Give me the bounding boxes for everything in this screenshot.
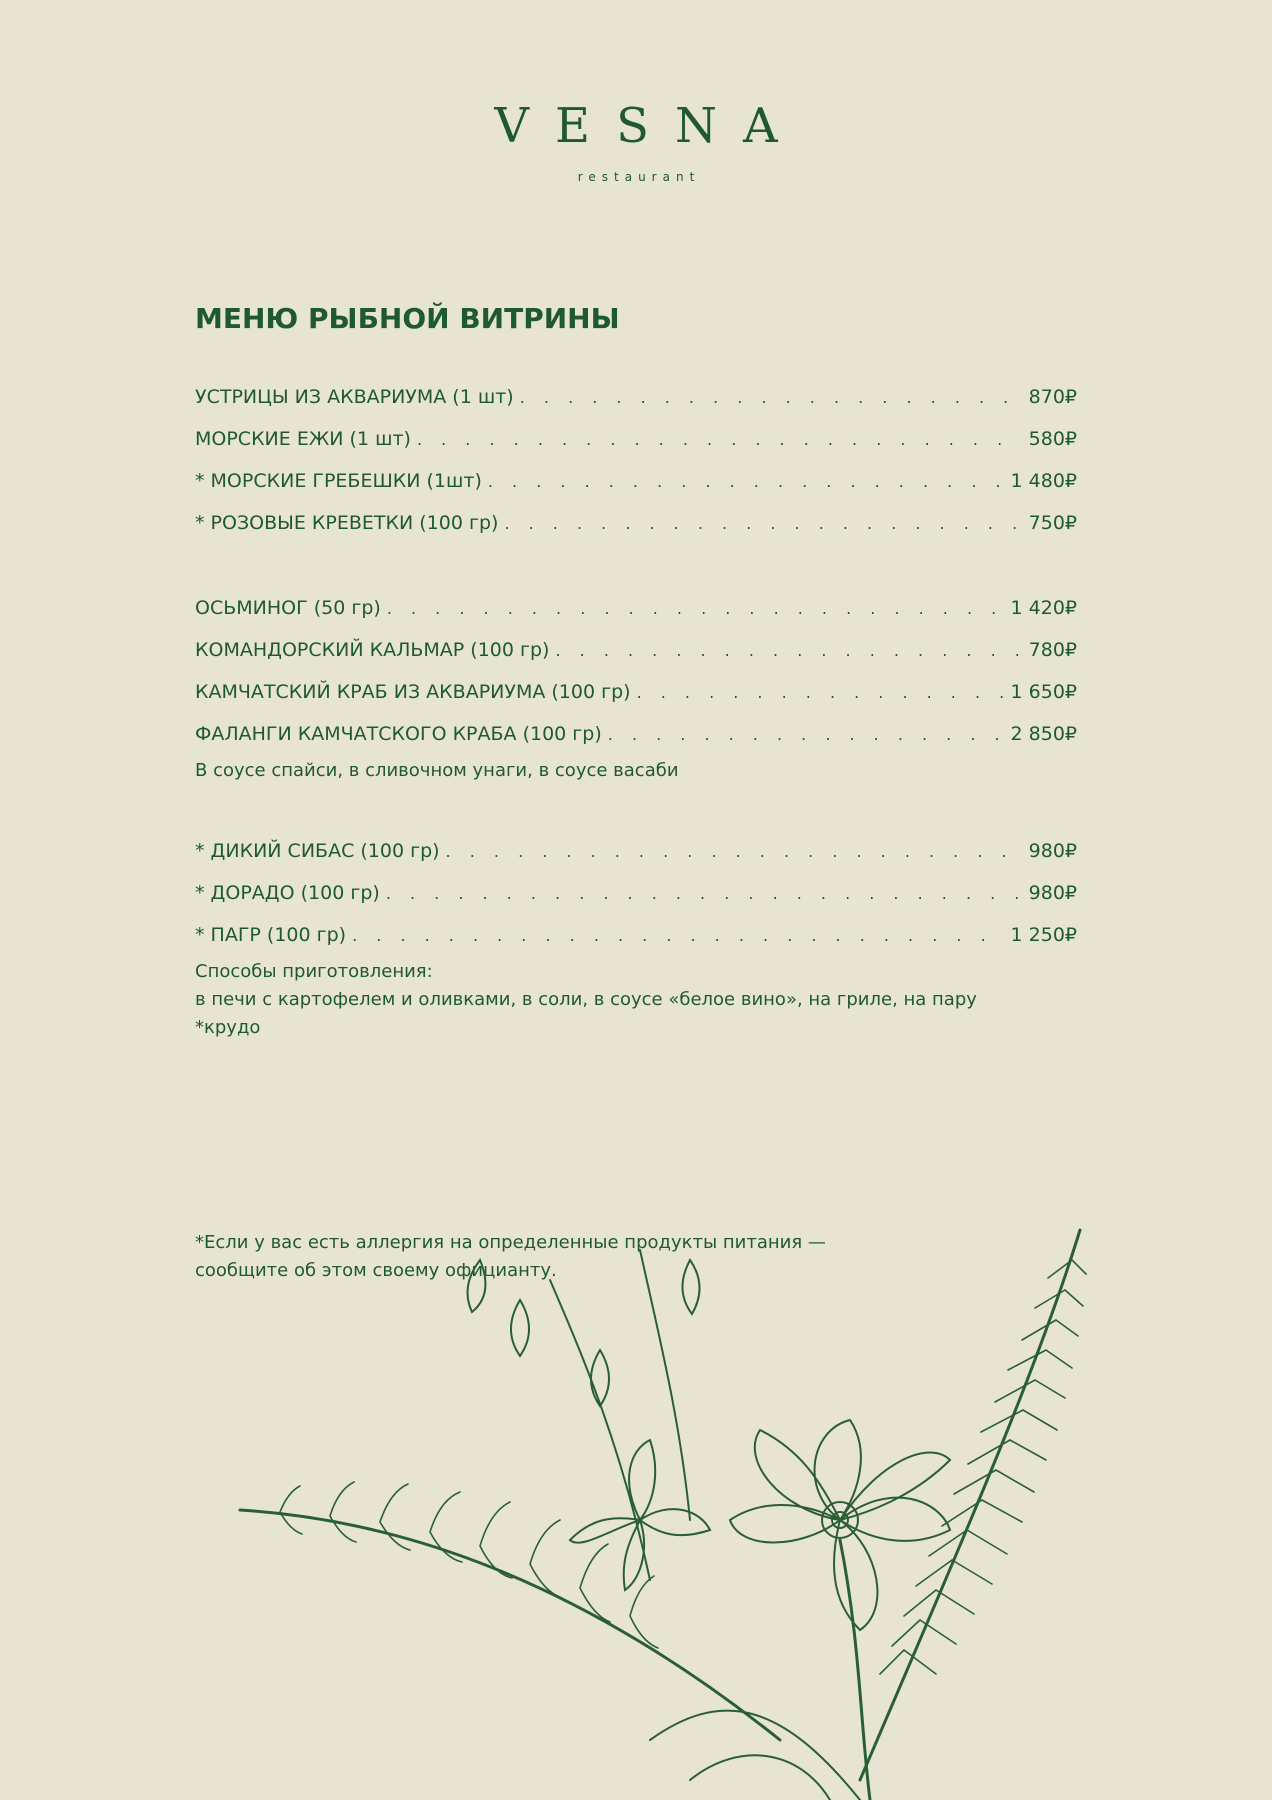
dot-leader xyxy=(386,884,1023,903)
dot-leader xyxy=(387,599,1005,618)
item-price: 1 650₽ xyxy=(1010,681,1077,703)
restaurant-logo xyxy=(0,96,1272,184)
menu-item xyxy=(195,882,1077,924)
dot-leader xyxy=(488,472,1005,491)
item-name: ОСЬМИНОГ (50 гр) xyxy=(195,597,381,619)
footnote-line: *Если у вас есть аллергия на определенные продукты питания — xyxy=(195,1232,826,1253)
item-price: 980₽ xyxy=(1028,882,1077,904)
dot-leader xyxy=(417,430,1023,449)
item-name: УСТРИЦЫ ИЗ АКВАРИУМА (1 шт) xyxy=(195,386,514,408)
dot-leader xyxy=(520,388,1023,407)
menu-item xyxy=(195,512,1077,554)
fern-leaflets-left xyxy=(280,1482,658,1648)
item-name: * ДОРАДО (100 гр) xyxy=(195,882,380,904)
dot-leader xyxy=(608,725,1005,744)
menu-item xyxy=(195,681,1077,723)
item-price: 1 420₽ xyxy=(1010,597,1077,619)
cooking-methods-heading: Способы приготовления: xyxy=(195,961,433,982)
menu-item xyxy=(195,597,1077,639)
item-name: ФАЛАНГИ КАМЧАТСКОГО КРАБА (100 гр) xyxy=(195,723,602,745)
menu-title: МЕНЮ РЫБНОЙ ВИТРИНЫ xyxy=(195,302,620,335)
item-price: 1 250₽ xyxy=(1010,924,1077,946)
botanical-illustration xyxy=(220,1220,1120,1800)
item-name: * ДИКИЙ СИБАС (100 гр) xyxy=(195,840,440,862)
fern-stem-right xyxy=(860,1230,1080,1780)
menu-item xyxy=(195,470,1077,512)
item-name: * МОРСКИЕ ГРЕБЕШКИ (1шт) xyxy=(195,470,482,492)
item-price: 580₽ xyxy=(1028,428,1077,450)
logo-wordmark: VESNA xyxy=(494,98,804,154)
cooking-methods-list: в печи с картофелем и оливками, в соли, в соусе «белое вино», на гриле, на пару xyxy=(195,989,977,1010)
item-price: 870₽ xyxy=(1028,386,1077,408)
menu-item xyxy=(195,386,1077,428)
snowdrop-flower xyxy=(511,1300,529,1356)
item-price: 750₽ xyxy=(1028,512,1077,534)
item-price: 780₽ xyxy=(1028,639,1077,661)
item-name: МОРСКИЕ ЕЖИ (1 шт) xyxy=(195,428,411,450)
crudo-note: *крудо xyxy=(195,1017,261,1038)
menu-item xyxy=(195,428,1077,470)
snowdrop-flower xyxy=(682,1260,699,1314)
item-name: * РОЗОВЫЕ КРЕВЕТКИ (100 гр) xyxy=(195,512,499,534)
menu-item xyxy=(195,840,1077,882)
snowdrop-flower xyxy=(468,1260,486,1312)
fern-stem-left xyxy=(240,1510,780,1740)
daffodil-flower xyxy=(730,1420,950,1630)
footnote-line: сообщите об этом своему официанту. xyxy=(195,1260,557,1281)
dot-leader xyxy=(555,641,1022,660)
snowdrop-flower xyxy=(591,1350,609,1406)
dot-leader xyxy=(446,842,1023,861)
item-name: * ПАГР (100 гр) xyxy=(195,924,347,946)
item-price: 980₽ xyxy=(1028,840,1077,862)
fern-leaflets-right xyxy=(880,1260,1086,1674)
item-price: 1 480₽ xyxy=(1010,470,1077,492)
menu-group-fish xyxy=(195,840,1077,1042)
item-name: КОМАНДОРСКИЙ КАЛЬМАР (100 гр) xyxy=(195,639,550,661)
item-name: КАМЧАТСКИЙ КРАБ ИЗ АКВАРИУМА (100 гр) xyxy=(195,681,631,703)
item-price: 2 850₽ xyxy=(1010,723,1077,745)
snowdrop-stem xyxy=(550,1280,650,1580)
dot-leader xyxy=(352,926,1004,945)
menu-item xyxy=(195,639,1077,681)
cooking-methods-note xyxy=(195,958,1077,1042)
sauce-note: В соусе спайси, в сливочном унаги, в соусе васаби xyxy=(195,760,679,781)
dot-leader xyxy=(637,683,1005,702)
logo-subtitle: restaurant xyxy=(577,170,701,184)
leaf xyxy=(690,1755,830,1800)
dot-leader xyxy=(504,514,1022,533)
menu-group-shellfish xyxy=(195,386,1077,554)
menu-group-crustaceans xyxy=(195,597,1077,785)
daffodil-stem xyxy=(840,1540,870,1800)
